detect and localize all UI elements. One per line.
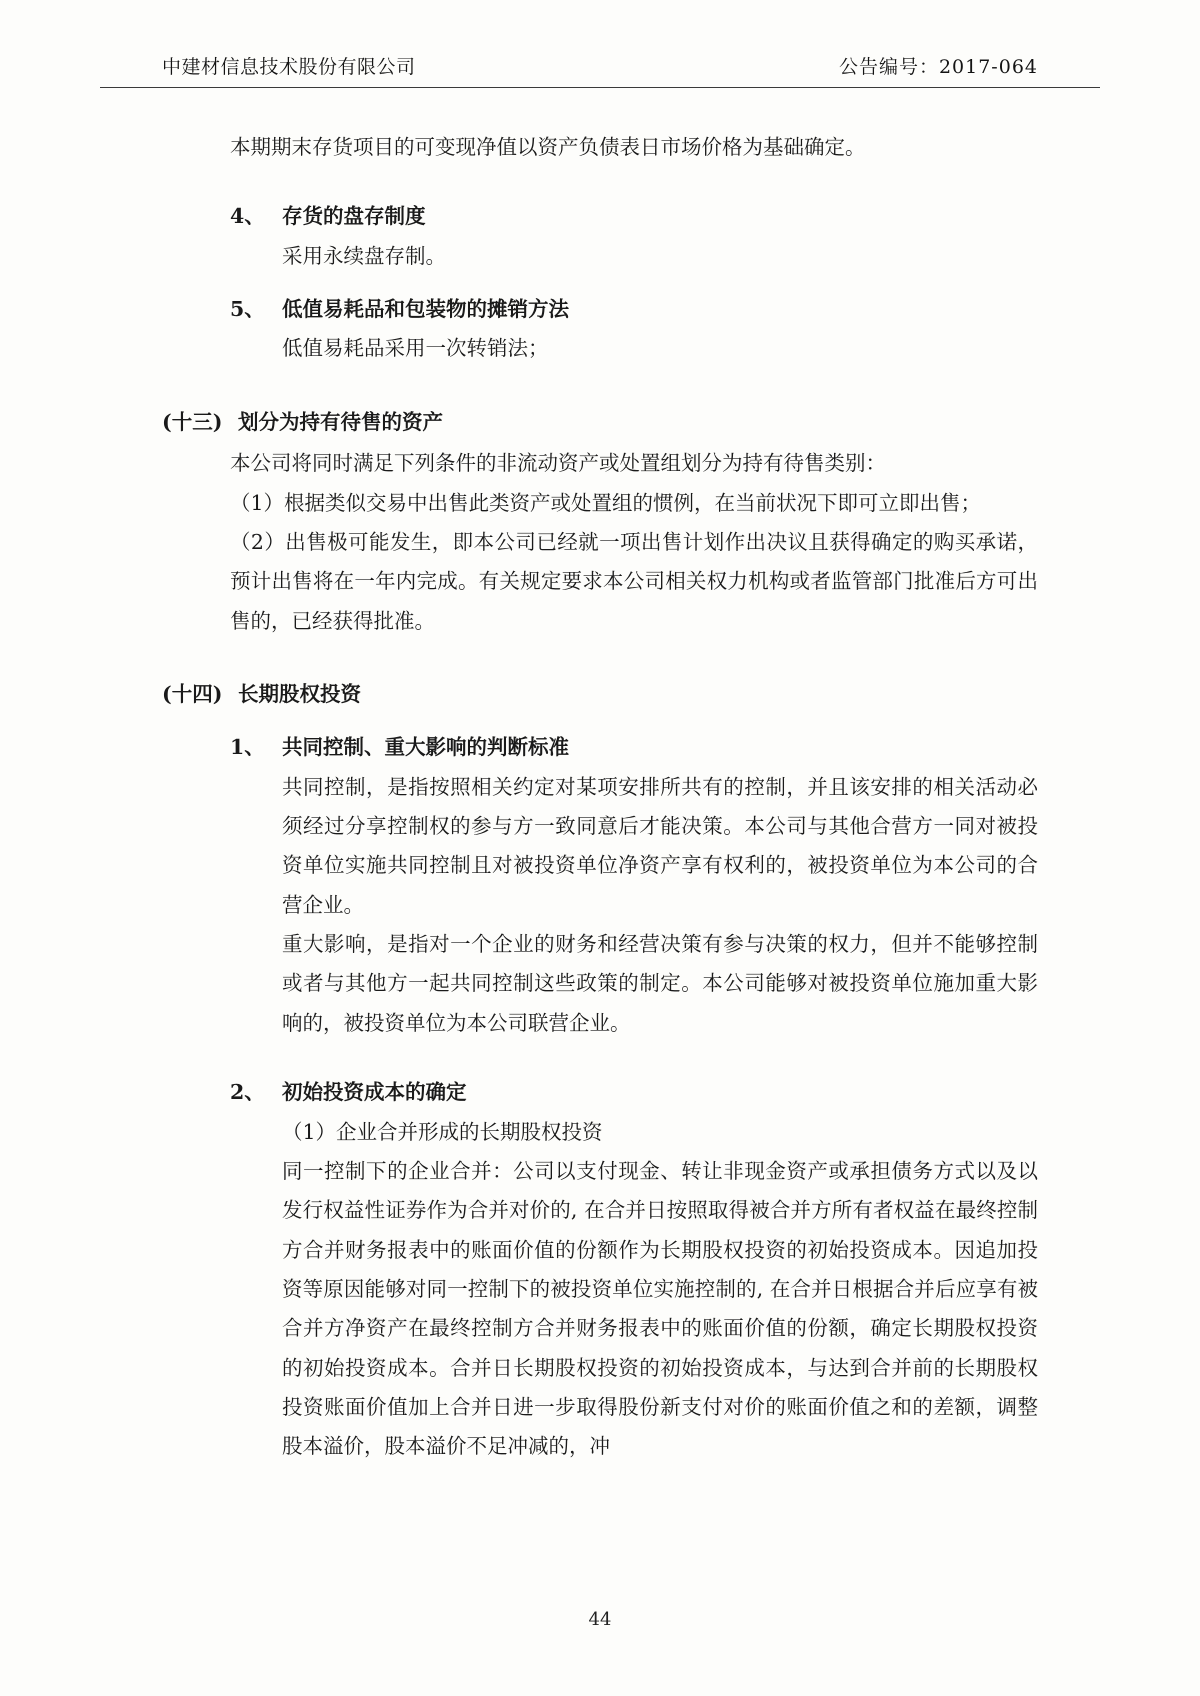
heading-item-5-number: 5、: [230, 297, 265, 322]
item-4-text: 采用永续盘存制。: [282, 243, 446, 268]
section-13-paragraph-2: （1）根据类似交易中出售此类资产或处置组的惯例，在当前状况下即可立即出售；: [230, 490, 982, 515]
heading-item-4-number: 4、: [230, 204, 265, 229]
heading-section-14-title: 长期股权投资: [238, 681, 361, 706]
heading-item-4-title: 存货的盘存制度: [282, 204, 426, 229]
header-announcement-number: 公告编号：2017-064: [838, 56, 1038, 78]
document-body: [100, 128, 1100, 1467]
intro-paragraph: 本期期末存货项目的可变现净值以资产负债表日市场价格为基础确定。: [230, 135, 866, 159]
heading-section-14-number: (十四): [162, 681, 223, 706]
heading-section-13-number: (十三): [162, 409, 223, 434]
section-14-sub-1-paragraph-2: 重大影响，是指对一个企业的财务和经营决策有参与决策的权力，但并不能够控制或者与其他方一起共同控制这些政策的制定。本公司能够对被投资单位施加重大影响的，被投资单位为本公司联营企业。: [282, 932, 1038, 1035]
item-5-text: 低值易耗品采用一次转销法；: [282, 336, 549, 361]
heading-item-5: [230, 290, 1038, 329]
heading-section-14-sub-2: [230, 1073, 1038, 1112]
page-header: [100, 52, 1100, 88]
heading-section-13-title: 划分为持有待售的资产: [238, 409, 443, 434]
section-13-paragraph-1: 本公司将同时满足下列条件的非流动资产或处置组划分为持有待售类别：: [230, 451, 886, 476]
heading-item-5-title: 低值易耗品和包装物的摊销方法: [282, 297, 569, 322]
header-company-name: 中建材信息技术股份有限公司: [162, 56, 416, 78]
heading-section-13: [162, 403, 1038, 442]
heading-section-14-sub-1-title: 共同控制、重大影响的判断标准: [282, 735, 569, 760]
heading-section-14: [162, 675, 1038, 714]
heading-section-14-sub-1: [230, 728, 1038, 767]
section-14-sub-2-paragraph-2: 同一控制下的企业合并：公司以支付现金、转让非现金资产或承担债务方式以及以发行权益性证券作为合并对价的, 在合并日按照取得被合并方所有者权益在最终控制方合并财务报表中的账面价值的份额作为长期股权投资的初始投资成本。因追加投资等原因能够对同一控制下的被投资单位实施控制的, 在合并日根据合并后应享有被合并方净资产在最终控制方合并财务报表中的账面价值的份额，确定长期股权投资的初始投资成本。合并日长期股权投资的初始投资成本，与达到合并前的长期股权投资账面价值加上合并日进一步取得股份新支付对价的账面价值之和的差额，调整股本溢价，股本溢价不足冲减的，冲: [282, 1158, 1038, 1459]
section-14-sub-2-paragraph-1: （1）企业合并形成的长期股权投资: [282, 1119, 603, 1144]
heading-section-14-sub-2-title: 初始投资成本的确定: [282, 1080, 467, 1105]
heading-item-4: [230, 197, 1038, 236]
page-number: 44: [588, 1609, 612, 1630]
heading-section-14-sub-1-number: 1、: [230, 735, 265, 760]
heading-section-14-sub-2-number: 2、: [230, 1080, 265, 1105]
section-13-paragraph-3: （2）出售极可能发生，即本公司已经就一项出售计划作出决议且获得确定的购买承诺，预计出售将在一年内完成。有关规定要求本公司相关权力机构或者监管部门批准后方可出售的，已经获得批准。: [230, 529, 1038, 633]
section-14-sub-1-paragraph-1: 共同控制，是指按照相关约定对某项安排所共有的控制，并且该安排的相关活动必须经过分享控制权的参与方一致同意后才能决策。本公司与其他合营方一同对被投资单位实施共同控制且对被投资单位净资产享有权利的，被投资单位为本公司的合营企业。: [282, 774, 1038, 917]
